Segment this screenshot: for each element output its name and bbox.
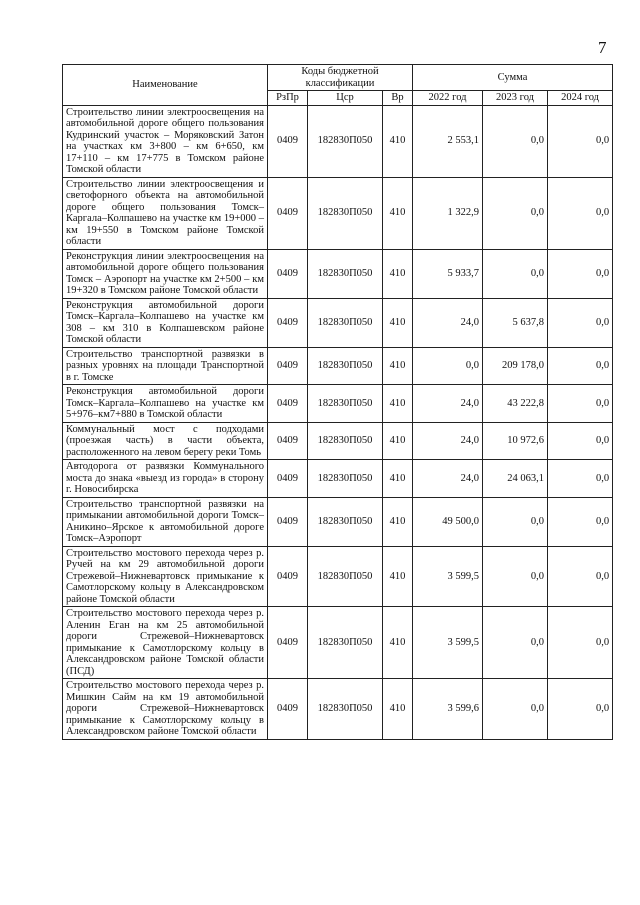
table-row (63, 105, 613, 177)
row-rzpr: 0409 (268, 679, 308, 740)
row-rzpr: 0409 (268, 298, 308, 347)
row-sum-2023: 0,0 (483, 607, 548, 679)
row-rzpr: 0409 (268, 177, 308, 249)
row-vr: 410 (383, 497, 413, 546)
table-row (63, 497, 613, 546)
header-2022: 2022 год (413, 91, 483, 106)
row-sum-2022: 3 599,6 (413, 679, 483, 740)
row-vr: 410 (383, 422, 413, 460)
table-row (63, 177, 613, 249)
row-csr: 182830П050 (308, 422, 383, 460)
row-name: Реконструкция линии электроосвещения на автомобильной дороге общего пользования Томск – Аэропорт на участке км 2+500 – км 19+320 в Томском районе Томской области (63, 249, 268, 298)
row-sum-2023: 0,0 (483, 177, 548, 249)
budget-table (62, 64, 613, 740)
header-rzpr: РзПр (268, 91, 308, 106)
row-vr: 410 (383, 607, 413, 679)
row-name: Строительство транспортной развязки в разных уровнях на площади Транспортной в г. Томске (63, 347, 268, 385)
row-rzpr: 0409 (268, 422, 308, 460)
row-name: Строительство линии электроосвещения на автомобильной дороге общего пользования Кудринский участок – Моряковский Затон на участках км 3+800 – км 6+650, км 17+110 – км 17+775 в Томском районе Томской области (63, 105, 268, 177)
row-sum-2023: 5 637,8 (483, 298, 548, 347)
row-csr: 182830П050 (308, 177, 383, 249)
row-sum-2022: 3 599,5 (413, 546, 483, 607)
header-csr: Цср (308, 91, 383, 106)
row-sum-2023: 0,0 (483, 546, 548, 607)
row-csr: 182830П050 (308, 105, 383, 177)
header-codes-group: Коды бюджетной классификации (268, 65, 413, 91)
row-name: Строительство мостового перехода через р. Мишкин Сайм на км 19 автомобильной дороги Стрежевой–Нижневартовск примыкание к Самотлорскому кольцу в Александровском районе Томской области (63, 679, 268, 740)
row-vr: 410 (383, 347, 413, 385)
row-sum-2023: 0,0 (483, 249, 548, 298)
row-name: Строительство мостового перехода через р. Ручей на км 29 автомобильной дороги Стрежевой–Нижневартовск примыкание к Самотлорскому кольцу в Александровском районе Томской области (63, 546, 268, 607)
header-name: Наименование (63, 65, 268, 106)
row-name: Строительство линии электроосвещения и светофорного объекта на автомобильной дороге общего пользования Томск–Каргала–Колпашево на участке км 19+000 – км 19+550 в Томском районе Томской области (63, 177, 268, 249)
row-sum-2022: 24,0 (413, 385, 483, 423)
page-number: 7 (598, 38, 607, 57)
table-row (63, 249, 613, 298)
row-sum-2024: 0,0 (548, 385, 613, 423)
row-vr: 410 (383, 105, 413, 177)
row-vr: 410 (383, 385, 413, 423)
row-name: Реконструкция автомобильной дороги Томск–Каргала–Колпашево на участке км 308 – км 310 в Колпашевском районе Томской области (63, 298, 268, 347)
header-vr: Вр (383, 91, 413, 106)
row-sum-2024: 0,0 (548, 249, 613, 298)
row-sum-2022: 2 553,1 (413, 105, 483, 177)
row-sum-2023: 209 178,0 (483, 347, 548, 385)
row-sum-2023: 10 972,6 (483, 422, 548, 460)
row-sum-2024: 0,0 (548, 607, 613, 679)
table-row (63, 546, 613, 607)
row-rzpr: 0409 (268, 385, 308, 423)
row-vr: 410 (383, 177, 413, 249)
row-sum-2022: 49 500,0 (413, 497, 483, 546)
row-sum-2024: 0,0 (548, 546, 613, 607)
row-csr: 182830П050 (308, 679, 383, 740)
table-body (63, 105, 613, 739)
row-vr: 410 (383, 460, 413, 498)
row-sum-2023: 24 063,1 (483, 460, 548, 498)
row-rzpr: 0409 (268, 546, 308, 607)
row-sum-2022: 1 322,9 (413, 177, 483, 249)
row-rzpr: 0409 (268, 460, 308, 498)
row-rzpr: 0409 (268, 497, 308, 546)
row-sum-2024: 0,0 (548, 177, 613, 249)
row-rzpr: 0409 (268, 607, 308, 679)
row-name: Реконструкция автомобильной дороги Томск–Каргала–Колпашево на участке км 5+976–км7+880 в Томской области (63, 385, 268, 423)
row-vr: 410 (383, 249, 413, 298)
row-name: Строительство мостового перехода через р. Аленин Еган на км 25 автомобильной дороги Стрежевой–Нижневартовск примыкание к Самотлорскому кольцу в Александровском районе Томской области (ПСД) (63, 607, 268, 679)
row-rzpr: 0409 (268, 249, 308, 298)
row-sum-2024: 0,0 (548, 460, 613, 498)
row-csr: 182830П050 (308, 347, 383, 385)
row-name: Строительство транспортной развязки на примыкании автомобильной дороги Томск–Аникино–Ярское к автомобильной дороге Томск–Аэропорт (63, 497, 268, 546)
row-rzpr: 0409 (268, 347, 308, 385)
table-row (63, 460, 613, 498)
table-row (63, 422, 613, 460)
row-csr: 182830П050 (308, 546, 383, 607)
header-2024: 2024 год (548, 91, 613, 106)
table-row (63, 385, 613, 423)
row-sum-2023: 43 222,8 (483, 385, 548, 423)
row-sum-2024: 0,0 (548, 497, 613, 546)
row-sum-2022: 5 933,7 (413, 249, 483, 298)
row-csr: 182830П050 (308, 385, 383, 423)
row-vr: 410 (383, 298, 413, 347)
row-sum-2022: 0,0 (413, 347, 483, 385)
row-sum-2023: 0,0 (483, 105, 548, 177)
table-row (63, 347, 613, 385)
row-csr: 182830П050 (308, 249, 383, 298)
row-vr: 410 (383, 679, 413, 740)
table-row (63, 298, 613, 347)
row-name: Коммунальный мост с подходами (проезжая часть) в части объекта, расположенного на левом берегу реки Томь (63, 422, 268, 460)
row-rzpr: 0409 (268, 105, 308, 177)
row-sum-2022: 24,0 (413, 460, 483, 498)
row-sum-2022: 24,0 (413, 298, 483, 347)
row-sum-2024: 0,0 (548, 298, 613, 347)
row-vr: 410 (383, 546, 413, 607)
row-sum-2023: 0,0 (483, 497, 548, 546)
row-sum-2024: 0,0 (548, 422, 613, 460)
row-sum-2024: 0,0 (548, 347, 613, 385)
table-header (63, 65, 613, 106)
row-sum-2023: 0,0 (483, 679, 548, 740)
row-csr: 182830П050 (308, 497, 383, 546)
row-name: Автодорога от развязки Коммунального моста до знака «выезд из города» в сторону г. Новосибирска (63, 460, 268, 498)
header-2023: 2023 год (483, 91, 548, 106)
table-row (63, 679, 613, 740)
row-sum-2024: 0,0 (548, 679, 613, 740)
table-row (63, 607, 613, 679)
row-sum-2024: 0,0 (548, 105, 613, 177)
row-sum-2022: 24,0 (413, 422, 483, 460)
row-csr: 182830П050 (308, 607, 383, 679)
header-sum-group: Сумма (413, 65, 613, 91)
row-csr: 182830П050 (308, 460, 383, 498)
row-sum-2022: 3 599,5 (413, 607, 483, 679)
row-csr: 182830П050 (308, 298, 383, 347)
